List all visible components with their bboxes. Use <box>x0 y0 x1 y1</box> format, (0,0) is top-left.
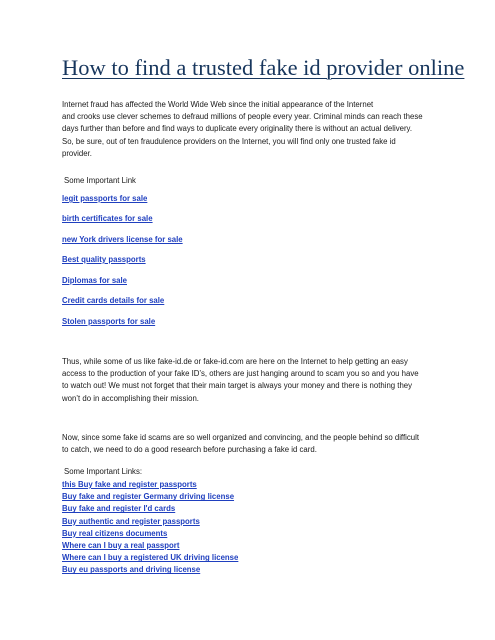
para3-line: Now, since some fake id scams are so well organized and convincing, and the people behind so difficult <box>62 433 419 442</box>
para2-line: Thus, while some of us like fake-id.de or fake-id.com are here on the Internet to help getting an easy <box>62 357 408 366</box>
link-germany-driving-license[interactable]: Buy fake and register Germany driving license <box>62 492 235 502</box>
link-new-york-drivers-license[interactable]: new York drivers license for sale <box>62 235 183 244</box>
link-uk-driving-license[interactable]: Where can I buy a registered UK driving license <box>62 553 239 563</box>
link-register-passports[interactable]: this Buy fake and register passports <box>62 480 197 489</box>
important-links-list <box>62 479 238 577</box>
link-citizens-documents[interactable]: Buy real citizens documents <box>62 528 168 538</box>
link-real-passport[interactable]: Where can I buy a real passport <box>62 541 180 551</box>
intro-line: provider. <box>62 148 92 158</box>
link-best-quality-passports[interactable]: Best quality passports <box>62 255 146 264</box>
intro-line: So, be sure, out of ten fraudulence providers on the Internet, you will find only one trusted fake id <box>62 136 396 146</box>
link-id-cards[interactable]: Buy fake and register I'd cards <box>62 504 176 514</box>
links-heading-1: Some Important Link <box>64 176 136 185</box>
link-eu-passports[interactable]: Buy eu passports and driving license <box>62 565 201 575</box>
link-authentic-passports[interactable]: Buy authentic and register passports <box>62 516 200 526</box>
second-paragraph <box>62 356 442 405</box>
intro-line: days further than before and find ways to duplicate every originality there is without an actual delivery. <box>62 124 413 134</box>
intro-line: and crooks use clever schemes to defraud millions of people every year. Criminal minds can reach these <box>62 112 423 122</box>
para2-line: won’t do in accomplishing their mission. <box>62 393 199 403</box>
link-stolen-passports[interactable]: Stolen passports for sale <box>62 317 156 326</box>
page-title: How to find a trusted fake id provider online <box>62 55 465 80</box>
link-credit-cards[interactable]: Credit cards details for sale <box>62 296 165 305</box>
links-heading-2: Some Important Links: <box>64 467 143 476</box>
para2-line: to watch out! We must not forget that their main target is always your money and there is nothing they <box>62 381 413 391</box>
third-paragraph <box>62 432 442 456</box>
link-legit-passports[interactable]: legit passports for sale <box>62 194 148 203</box>
link-birth-certificates[interactable]: birth certificates for sale <box>62 214 153 223</box>
para3-line: to catch, we need to do a good research before purchasing a fake id card. <box>62 445 317 455</box>
intro-line: Internet fraud has affected the World Wide Web since the initial appearance of the Internet <box>62 100 374 109</box>
link-diplomas[interactable]: Diplomas for sale <box>62 276 127 285</box>
para2-line: access to the production of your fake ID’s, others are just hanging around to scam you so and you have <box>62 369 419 379</box>
intro-paragraph <box>62 99 442 160</box>
